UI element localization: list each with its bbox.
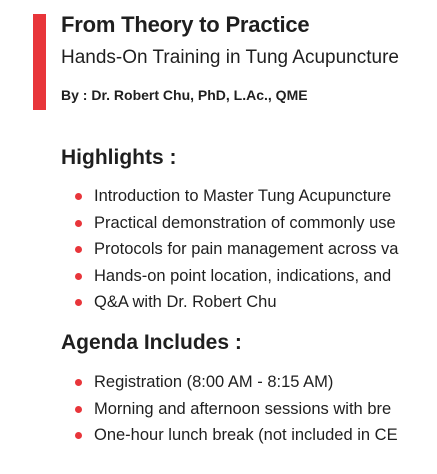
highlights-list bbox=[75, 186, 399, 319]
highlight-item-text: Practical demonstration of commonly use bbox=[94, 213, 396, 232]
bullet-dot-icon bbox=[75, 299, 82, 306]
highlight-item-text: Q&A with Dr. Robert Chu bbox=[94, 293, 277, 311]
page-subtitle: Hands-On Training in Tung Acupuncture bbox=[61, 47, 399, 68]
highlight-item-3 bbox=[75, 239, 399, 266]
agenda-item-2 bbox=[75, 399, 398, 426]
agenda-heading: Agenda Includes : bbox=[61, 331, 242, 354]
highlight-item-2 bbox=[75, 213, 399, 240]
bullet-dot-icon bbox=[75, 379, 82, 386]
highlight-item-5 bbox=[75, 292, 399, 319]
bullet-dot-icon bbox=[75, 406, 82, 413]
highlight-item-text: Protocols for pain management across va bbox=[94, 240, 399, 258]
bullet-dot-icon bbox=[75, 246, 82, 253]
page-title: From Theory to Practice bbox=[61, 12, 310, 37]
bullet-dot-icon bbox=[75, 220, 82, 227]
bullet-dot-icon bbox=[75, 193, 82, 200]
highlight-item-text: Introduction to Master Tung Acupuncture bbox=[94, 187, 392, 205]
accent-bar bbox=[33, 14, 46, 110]
author-byline: By : Dr. Robert Chu, PhD, L.Ac., QME bbox=[61, 87, 308, 103]
highlights-heading: Highlights : bbox=[61, 146, 177, 169]
bullet-dot-icon bbox=[75, 273, 82, 280]
agenda-item-text: One-hour lunch break (not included in CE bbox=[94, 426, 398, 444]
highlight-item-4 bbox=[75, 266, 399, 293]
bullet-dot-icon bbox=[75, 432, 82, 439]
agenda-item-text: Morning and afternoon sessions with bre bbox=[94, 399, 392, 418]
agenda-item-3 bbox=[75, 425, 398, 452]
agenda-item-1 bbox=[75, 372, 398, 399]
agenda-list bbox=[75, 372, 398, 452]
agenda-item-text: Registration (8:00 AM - 8:15 AM) bbox=[94, 373, 334, 391]
highlight-item-1 bbox=[75, 186, 399, 213]
highlight-item-text: Hands-on point location, indications, and bbox=[94, 266, 392, 285]
